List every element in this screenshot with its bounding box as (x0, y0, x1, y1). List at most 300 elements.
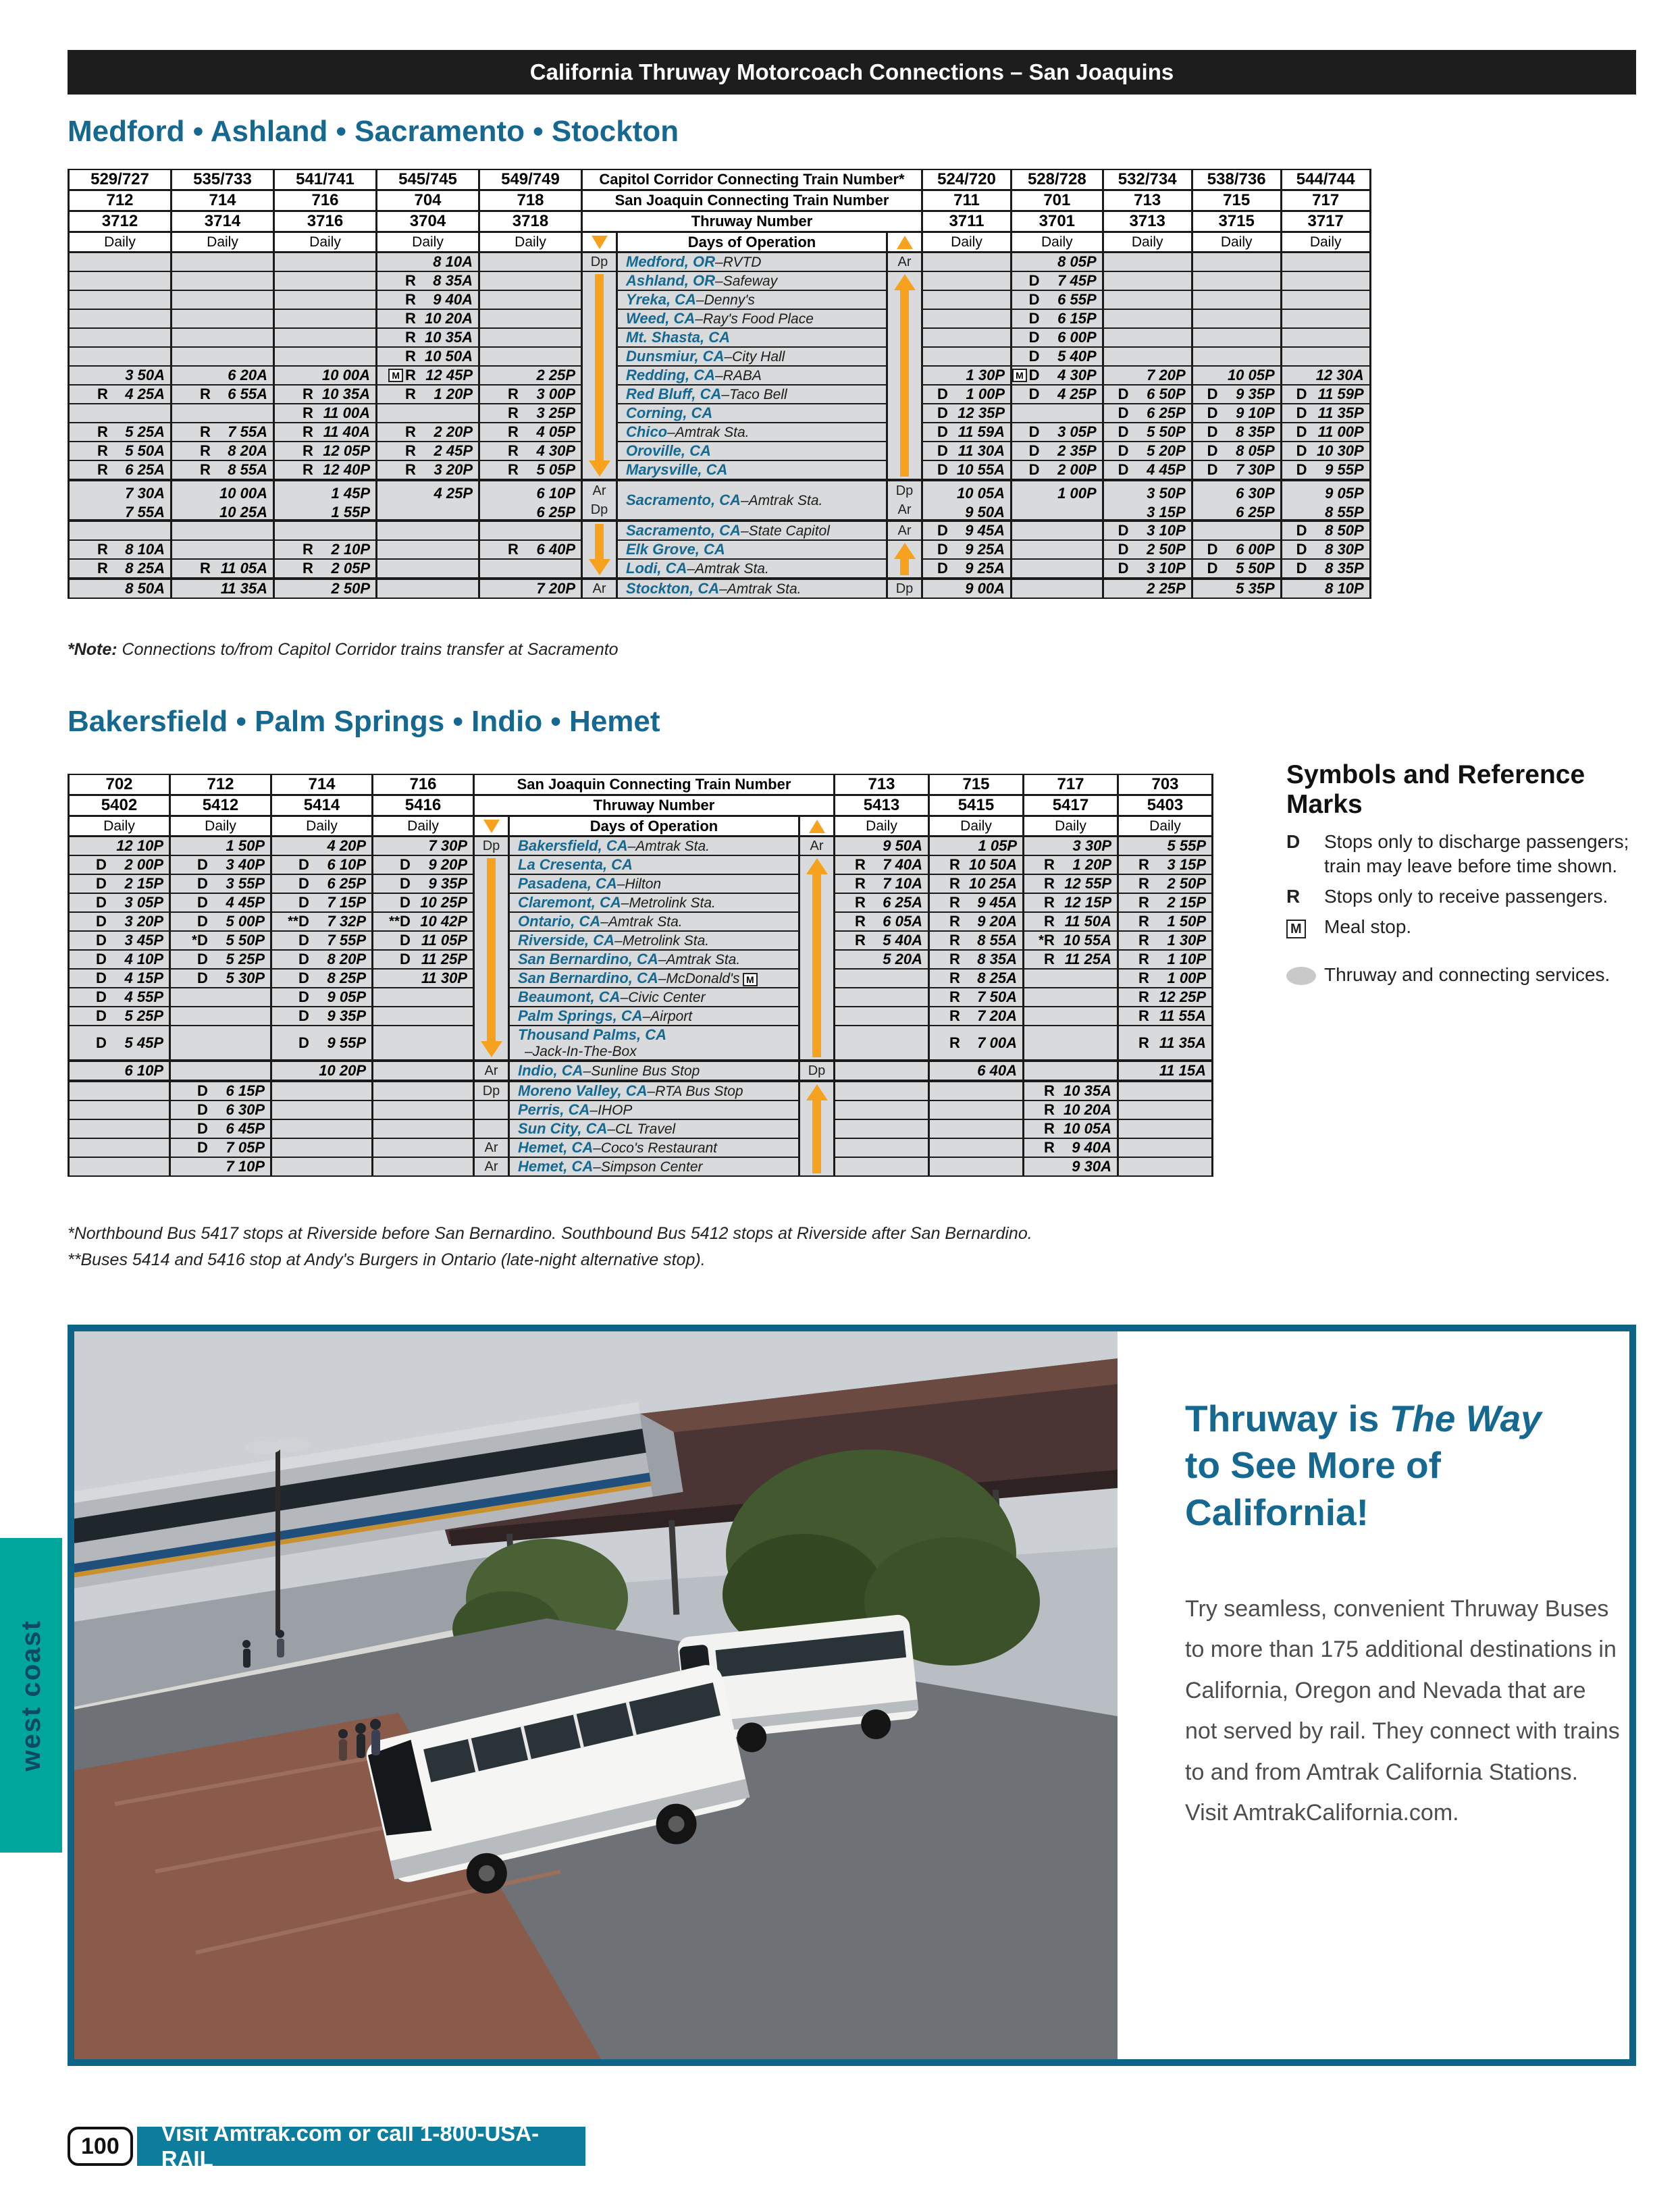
promo-heading (1185, 1396, 1624, 1536)
header-daily: Daily (274, 232, 377, 253)
header-row-label: San Joaquin Connecting Train Number (582, 190, 922, 211)
page-title: California Thruway Motorcoach Connections – San Joaquins (529, 59, 1174, 84)
time-cell: M D 4 30P (1012, 366, 1103, 385)
station-cell: Weed, CA–Ray's Food Place (617, 309, 887, 328)
header-row-label: Thruway Number (474, 795, 835, 816)
header-daily: Daily (377, 232, 479, 253)
time-cell (172, 309, 274, 328)
station-cell: Claremont, CA–Metrolink Sta. (509, 893, 799, 912)
time-cell: D 6 30P (170, 1100, 271, 1119)
symbols-title: Symbols and Reference Marks (1286, 760, 1585, 819)
time-cell (172, 404, 274, 423)
header-train-number: 712 (69, 190, 172, 211)
station-cell: San Bernardino, CA–McDonald's M (509, 969, 799, 988)
header-train-number: 718 (479, 190, 582, 211)
time-cell: 4 25P (377, 480, 479, 521)
time-cell (1118, 1138, 1213, 1157)
time-cell (172, 253, 274, 272)
time-cell: 10 00A (274, 366, 377, 385)
table2-heading: Bakersfield • Palm Springs • Indio • Hemet (68, 705, 660, 738)
header-train-number: 5413 (835, 795, 929, 816)
table-row (69, 559, 1371, 579)
header-daily: Daily (1024, 816, 1118, 837)
time-cell: D 9 55P (271, 1026, 373, 1061)
time-cell (922, 309, 1012, 328)
time-cell: R 11 50A (1024, 912, 1118, 931)
header-train-number: 3701 (1012, 211, 1103, 232)
time-cell: D 9 25A (922, 540, 1012, 559)
time-cell (1012, 559, 1103, 579)
table-row (69, 460, 1371, 480)
time-cell: 6 30P 6 25P (1192, 480, 1281, 521)
time-cell: D 2 00P (69, 855, 170, 874)
table2-notes (68, 1221, 1032, 1273)
dir-cell: Dp (799, 1061, 835, 1081)
header-train-number: 3717 (1281, 211, 1370, 232)
symbol-key: R (1286, 885, 1301, 907)
time-cell: 12 10P (69, 837, 170, 856)
header-train-number: 528/728 (1012, 169, 1103, 190)
station-cell: Palm Springs, CA–Airport (509, 1007, 799, 1026)
time-cell: R 7 20A (929, 1007, 1024, 1026)
time-cell (172, 290, 274, 309)
time-cell (479, 521, 582, 540)
time-cell (271, 1119, 373, 1138)
symbol-description: Thruway and connecting services. (1324, 964, 1610, 986)
time-cell: R 11 40A (274, 423, 377, 442)
header-row-label: San Joaquin Connecting Train Number (474, 774, 835, 795)
time-cell: D 9 10P (1192, 404, 1281, 423)
time-cell (929, 1157, 1024, 1176)
time-cell (69, 309, 172, 328)
time-cell: D 10 25P (373, 893, 474, 912)
time-cell: 8 10P (1281, 579, 1370, 598)
time-cell: D 10 55A (922, 460, 1012, 480)
time-cell (271, 1081, 373, 1100)
time-cell: D 3 20P (69, 912, 170, 931)
header-train-number: 3718 (479, 211, 582, 232)
southbound-triangle-icon (582, 232, 617, 253)
time-cell: D 9 35P (1192, 385, 1281, 404)
thruway-service-icon (1286, 963, 1324, 986)
time-cell: R 2 05P (274, 559, 377, 579)
west-coast-tab (0, 1538, 62, 1853)
time-cell: R 7 00A (929, 1026, 1024, 1061)
time-cell: D 2 00P (1012, 460, 1103, 480)
time-cell: R 6 25A (69, 460, 172, 480)
time-cell (1118, 1081, 1213, 1100)
time-cell (170, 1061, 271, 1081)
time-cell (1281, 253, 1370, 272)
time-cell: D 5 50P (1103, 423, 1192, 442)
header-daily: Daily (69, 816, 170, 837)
time-cell (1192, 309, 1281, 328)
time-cell: R 7 50A (929, 988, 1024, 1007)
time-cell (373, 1138, 474, 1157)
header-train-number: 713 (1103, 190, 1192, 211)
station-cell: Hemet, CA–Coco's Restaurant (509, 1138, 799, 1157)
station-cell: Red Bluff, CA–Taco Bell (617, 385, 887, 404)
header-daily: Daily (172, 232, 274, 253)
time-cell: D 11 35P (1281, 404, 1370, 423)
dir-cell: Dp Ar (887, 480, 922, 521)
table-row (69, 931, 1213, 950)
promo-heading-line3: California! (1185, 1491, 1369, 1533)
time-cell: R 7 10A (835, 874, 929, 893)
time-cell (479, 271, 582, 290)
header-train-number: 714 (271, 774, 373, 795)
time-cell (373, 1007, 474, 1026)
time-cell: D 9 20P (373, 855, 474, 874)
station-cell: Stockton, CA–Amtrak Sta. (617, 579, 887, 598)
symbol-description: Stops only to receive passengers. (1324, 885, 1608, 907)
time-cell: 1 50P (170, 837, 271, 856)
time-cell: 1 45P 1 55P (274, 480, 377, 521)
time-cell: R 9 45A (929, 893, 1024, 912)
station-cell: Hemet, CA–Simpson Center (509, 1157, 799, 1176)
time-cell (69, 328, 172, 347)
header-train-number: 529/727 (69, 169, 172, 190)
table-row (69, 480, 1371, 521)
time-cell: R 12 40P (274, 460, 377, 480)
time-cell: 5 35P (1192, 579, 1281, 598)
table-row (69, 1157, 1213, 1176)
dir-cell (474, 1119, 509, 1138)
time-cell: R 10 35A (274, 385, 377, 404)
time-cell: R 6 25A (835, 893, 929, 912)
time-cell: R 10 35A (1024, 1081, 1118, 1100)
header-train-number: 5414 (271, 795, 373, 816)
time-cell: 3 50A (69, 366, 172, 385)
time-cell: R 3 25P (479, 404, 582, 423)
time-cell (1281, 290, 1370, 309)
time-cell: R 10 25A (929, 874, 1024, 893)
time-cell: D 7 55P (271, 931, 373, 950)
table-row (69, 385, 1371, 404)
header-daily: Daily (1281, 232, 1370, 253)
station-cell: Yreka, CA–Denny's (617, 290, 887, 309)
dir-cell: Ar Dp (582, 480, 617, 521)
header-train-number: 713 (835, 774, 929, 795)
time-cell: R 2 45P (377, 442, 479, 460)
time-cell: D 6 50P (1103, 385, 1192, 404)
time-cell (929, 1138, 1024, 1157)
time-cell (1103, 271, 1192, 290)
time-cell (1281, 328, 1370, 347)
symbol-item (1286, 963, 1637, 986)
time-cell (922, 253, 1012, 272)
time-cell (69, 290, 172, 309)
dir-cell: Ar (474, 1157, 509, 1176)
station-cell: Moreno Valley, CA–RTA Bus Stop (509, 1081, 799, 1100)
time-cell: D 9 25A (922, 559, 1012, 579)
station-cell: Thousand Palms, CA –Jack-In-The-Box (509, 1026, 799, 1061)
time-cell: * R 10 55A (1024, 931, 1118, 950)
header-daily: Daily (170, 816, 271, 837)
station-cell: San Bernardino, CA–Amtrak Sta. (509, 950, 799, 969)
time-cell (929, 1100, 1024, 1119)
time-cell (1281, 271, 1370, 290)
time-cell: D 11 59A (922, 423, 1012, 442)
table-row (69, 1119, 1213, 1138)
symbol-description: Stops only to discharge passengers; train may leave before time shown. (1324, 831, 1629, 876)
time-cell: D 3 40P (170, 855, 271, 874)
time-cell: 3 50P 3 15P (1103, 480, 1192, 521)
time-cell: R 11 00A (274, 404, 377, 423)
time-cell: D 6 00P (1192, 540, 1281, 559)
time-cell: D 4 45P (170, 893, 271, 912)
table-row (69, 309, 1371, 328)
time-cell: D 5 40P (1012, 347, 1103, 366)
southbound-triangle-icon (474, 816, 509, 837)
time-cell: 10 00A 10 25A (172, 480, 274, 521)
time-cell (1118, 1119, 1213, 1138)
time-cell (373, 1061, 474, 1081)
dir-cell: Ar (582, 579, 617, 598)
station-cell: Corning, CA (617, 404, 887, 423)
time-cell: R 6 05A (835, 912, 929, 931)
time-cell: R 9 40A (377, 290, 479, 309)
time-cell: R 5 50A (69, 442, 172, 460)
time-cell: ** D 10 42P (373, 912, 474, 931)
time-cell (1103, 347, 1192, 366)
time-cell (1024, 969, 1118, 988)
time-cell: 4 20P (271, 837, 373, 856)
symbol-item (1286, 915, 1637, 938)
time-cell: D 6 15P (1012, 309, 1103, 328)
time-cell (377, 540, 479, 559)
dir-cell: Dp (887, 579, 922, 598)
station-cell: Redding, CA–RABA (617, 366, 887, 385)
time-cell: 10 05P (1192, 366, 1281, 385)
header-train-number: 716 (373, 774, 474, 795)
table2-note-2: **Buses 5414 and 5416 stop at Andy's Burgers in Ontario (late-night alternative stop). (68, 1250, 706, 1269)
header-train-number: 715 (1192, 190, 1281, 211)
time-cell: D 6 25P (271, 874, 373, 893)
table-row (69, 290, 1371, 309)
time-cell: 7 20P (1103, 366, 1192, 385)
time-cell: D 1 00P (922, 385, 1012, 404)
time-cell: D 5 25P (69, 1007, 170, 1026)
time-cell (69, 1100, 170, 1119)
station-cell: Riverside, CA–Metrolink Sta. (509, 931, 799, 950)
header-train-number: 703 (1118, 774, 1213, 795)
time-cell: D 11 30A (922, 442, 1012, 460)
station-cell: Oroville, CA (617, 442, 887, 460)
time-cell: D 12 35P (922, 404, 1012, 423)
time-cell: R 9 40A (1024, 1138, 1118, 1157)
time-cell: D 6 10P (271, 855, 373, 874)
header-train-number: 3711 (922, 211, 1012, 232)
time-cell (172, 521, 274, 540)
time-cell (69, 1119, 170, 1138)
header-train-number: 712 (170, 774, 271, 795)
time-cell (274, 328, 377, 347)
symbol-description: Meal stop. (1324, 916, 1412, 938)
time-cell (1103, 309, 1192, 328)
time-cell (835, 969, 929, 988)
time-cell (1103, 290, 1192, 309)
table-row (69, 893, 1213, 912)
page-title-bar (68, 50, 1636, 95)
time-cell: D 10 30P (1281, 442, 1370, 460)
promo-heading-italic: The Way (1389, 1398, 1542, 1439)
header-train-number: 524/720 (922, 169, 1012, 190)
time-cell: 5 20A (835, 950, 929, 969)
time-cell (1012, 579, 1103, 598)
time-cell (69, 521, 172, 540)
time-cell (479, 290, 582, 309)
time-cell: R 4 25A (69, 385, 172, 404)
time-cell: R 8 10A (69, 540, 172, 559)
time-cell: D 4 25P (1012, 385, 1103, 404)
northbound-triangle-icon (887, 232, 922, 253)
time-cell: R 8 20A (172, 442, 274, 460)
dir-cell: Ar (887, 521, 922, 540)
time-cell (479, 253, 582, 272)
time-cell: R 8 25A (69, 559, 172, 579)
table1-note (68, 640, 619, 660)
time-cell: D 7 30P (1192, 460, 1281, 480)
promo-heading-line2: to See More of (1185, 1444, 1441, 1487)
dir-cell: Dp (474, 1081, 509, 1100)
time-cell: 9 05P 8 55P (1281, 480, 1370, 521)
header-train-number: 717 (1024, 774, 1118, 795)
table-row (69, 442, 1371, 460)
time-cell: R 12 15P (1024, 893, 1118, 912)
time-cell (274, 253, 377, 272)
table1-wrapper (68, 169, 1371, 599)
page-footer (68, 2121, 585, 2171)
northbound-triangle-icon (799, 816, 835, 837)
header-daily: Daily (69, 232, 172, 253)
time-cell: D 7 05P (170, 1138, 271, 1157)
dir-cell (474, 1100, 509, 1119)
table-row (69, 1007, 1213, 1026)
footer-contact-bar: Visit Amtrak.com or call 1-800-USA-RAIL (137, 2127, 585, 2166)
dir-cell: Ar (887, 253, 922, 272)
northbound-arrow-icon (887, 540, 922, 579)
time-cell: D 8 35P (1281, 559, 1370, 579)
table-row (69, 579, 1371, 598)
time-cell (69, 404, 172, 423)
time-cell: R 1 30P (1118, 931, 1213, 950)
time-cell (922, 290, 1012, 309)
time-cell: R 6 40P (479, 540, 582, 559)
time-cell: D 6 15P (170, 1081, 271, 1100)
time-cell (1118, 1100, 1213, 1119)
time-cell: D 9 55P (1281, 460, 1370, 480)
header-train-number: 711 (922, 190, 1012, 211)
time-cell: 6 10P (69, 1061, 170, 1081)
header-train-number: 5417 (1024, 795, 1118, 816)
time-cell: D 9 35P (271, 1007, 373, 1026)
time-cell (1192, 521, 1281, 540)
dir-cell: Dp (474, 837, 509, 856)
table-row (69, 1026, 1213, 1061)
time-cell: D 6 45P (170, 1119, 271, 1138)
promo-text-block (1185, 1396, 1624, 1834)
symbol-item (1286, 884, 1637, 908)
time-cell (172, 271, 274, 290)
station-cell: Ontario, CA–Amtrak Sta. (509, 912, 799, 931)
time-cell: D 5 50P (1192, 559, 1281, 579)
time-cell: D 3 55P (170, 874, 271, 893)
table-row (69, 912, 1213, 931)
time-cell: R 11 25A (1024, 950, 1118, 969)
time-cell (170, 1007, 271, 1026)
header-daily: Daily (1192, 232, 1281, 253)
time-cell: R 8 35A (377, 271, 479, 290)
page-number-badge: 100 (68, 2127, 133, 2166)
time-cell: D 8 35P (1192, 423, 1281, 442)
time-cell: 5 55P (1118, 837, 1213, 856)
time-cell (274, 347, 377, 366)
table-row (69, 328, 1371, 347)
time-cell (479, 328, 582, 347)
dir-cell: Ar (474, 1061, 509, 1081)
promo-heading-pre: Thruway is (1185, 1398, 1390, 1439)
time-cell: M R 12 45P (377, 366, 479, 385)
time-cell (274, 521, 377, 540)
time-cell: R 12 05P (274, 442, 377, 460)
header-daily: Daily (929, 816, 1024, 837)
time-cell: R 1 00P (1118, 969, 1213, 988)
header-train-number: 5403 (1118, 795, 1213, 816)
header-train-number: 714 (172, 190, 274, 211)
time-cell: 8 50A (69, 579, 172, 598)
time-cell (1024, 1007, 1118, 1026)
time-cell (377, 521, 479, 540)
time-cell: D 11 05P (373, 931, 474, 950)
time-cell (835, 1157, 929, 1176)
header-train-number: 3714 (172, 211, 274, 232)
time-cell (377, 579, 479, 598)
time-cell: 2 25P (1103, 579, 1192, 598)
time-cell: D 8 05P (1192, 442, 1281, 460)
time-cell (373, 988, 474, 1007)
header-days-of-operation: Days of Operation (617, 232, 887, 253)
time-cell: 2 50P (274, 579, 377, 598)
table-row (69, 1061, 1213, 1081)
header-daily: Daily (479, 232, 582, 253)
table-row (69, 253, 1371, 272)
time-cell: R 5 40A (835, 931, 929, 950)
symbol-key: D (1286, 831, 1301, 853)
time-cell (373, 1157, 474, 1176)
station-cell: Lodi, CA–Amtrak Sta. (617, 559, 887, 579)
time-cell: 6 20A (172, 366, 274, 385)
time-cell: R 10 50A (377, 347, 479, 366)
header-train-number: 5416 (373, 795, 474, 816)
time-cell: R 2 50P (1118, 874, 1213, 893)
station-cell: La Cresenta, CA (509, 855, 799, 874)
time-cell: 7 10P (170, 1157, 271, 1176)
time-cell: R 8 55A (929, 931, 1024, 950)
time-cell (373, 1026, 474, 1061)
time-cell (479, 347, 582, 366)
time-cell: R 8 55A (172, 460, 274, 480)
time-cell (1012, 404, 1103, 423)
station-photo (74, 1331, 1118, 2059)
time-cell: 8 10A (377, 253, 479, 272)
timetable-bakersfield-hemet (68, 774, 1213, 1177)
time-cell: D 8 30P (1281, 540, 1370, 559)
time-cell: R 4 05P (479, 423, 582, 442)
header-train-number: 704 (377, 190, 479, 211)
header-train-number: 545/745 (377, 169, 479, 190)
time-cell (479, 309, 582, 328)
